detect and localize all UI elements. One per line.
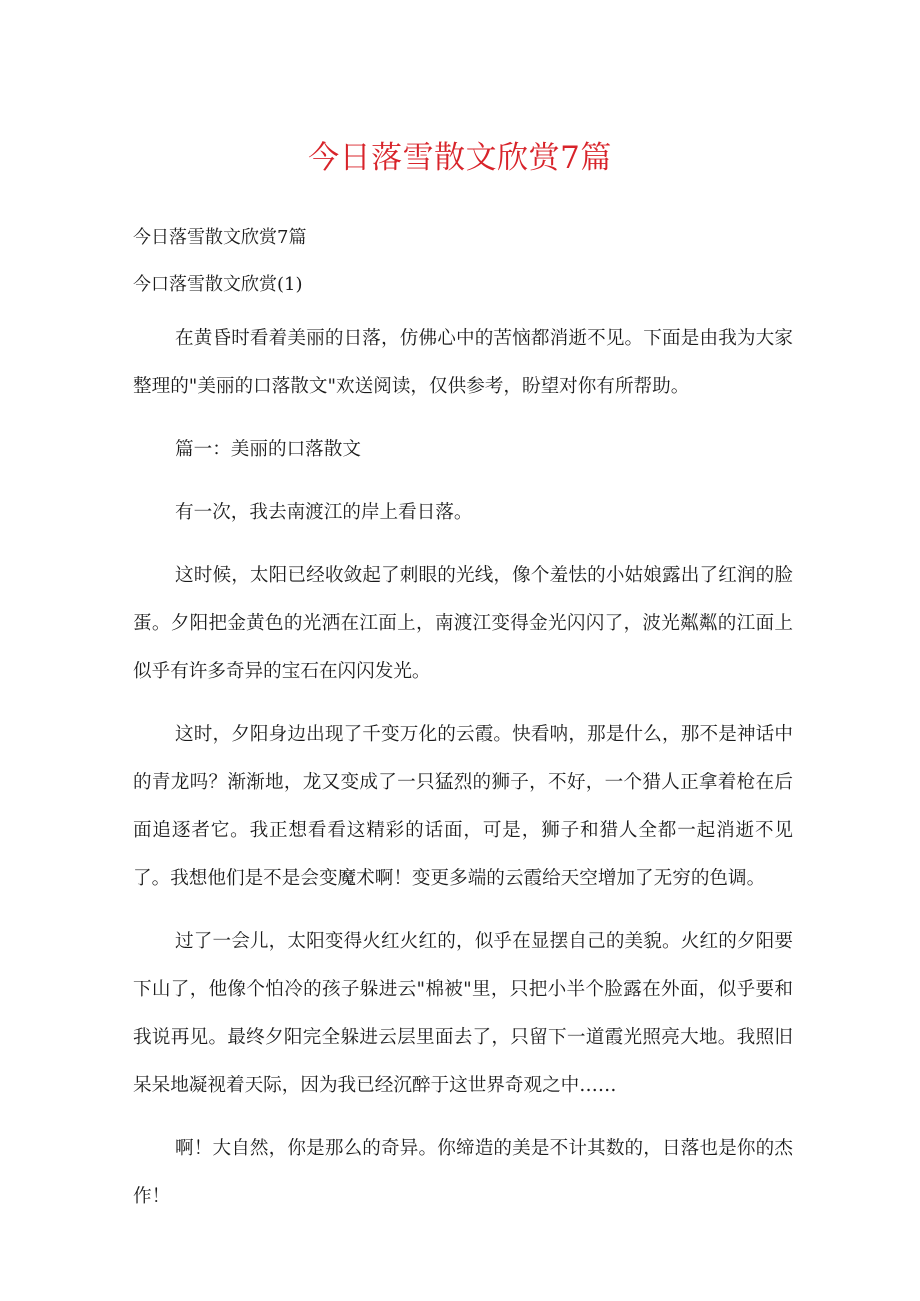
- paragraph: 过了一会儿，太阳变得火红火红的，似乎在显摆自己的美貌。火红的夕阳要下山了，他像个怕冷的孩子躲进云"棉被"里，只把小半个脸露在外面，似乎要和我说再见。最终夕阳完全躲进云层里面去了，只留下一道霞光照亮大地。我照旧呆呆地凝视着天际，因为我已经沉醉于这世界奇观之中……: [133, 931, 793, 1096]
- paragraph: 啊！大自然，你是那么的奇异。你缔造的美是不计其数的，日落也是你的杰作！: [133, 1138, 793, 1207]
- section-heading: 今口落雪散文欣赏(1): [133, 274, 303, 295]
- paragraph-intro: 在黄昏时看着美丽的日落，仿佛心中的苦恼都消逝不见。下面是由我为大家整理的"美丽的口落散文"欢送阅读，仅供参考，盼望对你有所帮助。: [133, 328, 793, 397]
- paragraph-chapter-heading: 篇一：美丽的口落散文: [175, 439, 361, 460]
- paragraph: 这时候，太阳已经收敛起了刺眼的光线，像个羞怯的小姑娘露出了红润的脸蛋。夕阳把金黄色的光洒在江面上，南渡江变得金光闪闪了，波光粼粼的江面上似乎有许多奇异的宝石在闪闪发光。: [133, 565, 793, 682]
- paragraph: 这时，夕阳身边出现了千变万化的云霞。快看呐，那是什么，那不是神话中的青龙吗？渐渐地，龙又变成了一只猛烈的狮子，不好，一个猎人正拿着枪在后面追逐者它。我正想看看这精彩的话面，可是，狮子和猎人全都一起消逝不见了。我想他们是不是会变魔术啊！变更多端的云霞给天空增加了无穷的色调。: [133, 724, 793, 889]
- paragraph: 有一次，我去南渡江的岸上看日落。: [175, 502, 473, 523]
- document-subtitle: 今日落雪散文欣赏7篇: [133, 227, 307, 248]
- document-body: [133, 315, 793, 1236]
- document-title: 今日落雪散文欣赏7篇: [308, 140, 612, 176]
